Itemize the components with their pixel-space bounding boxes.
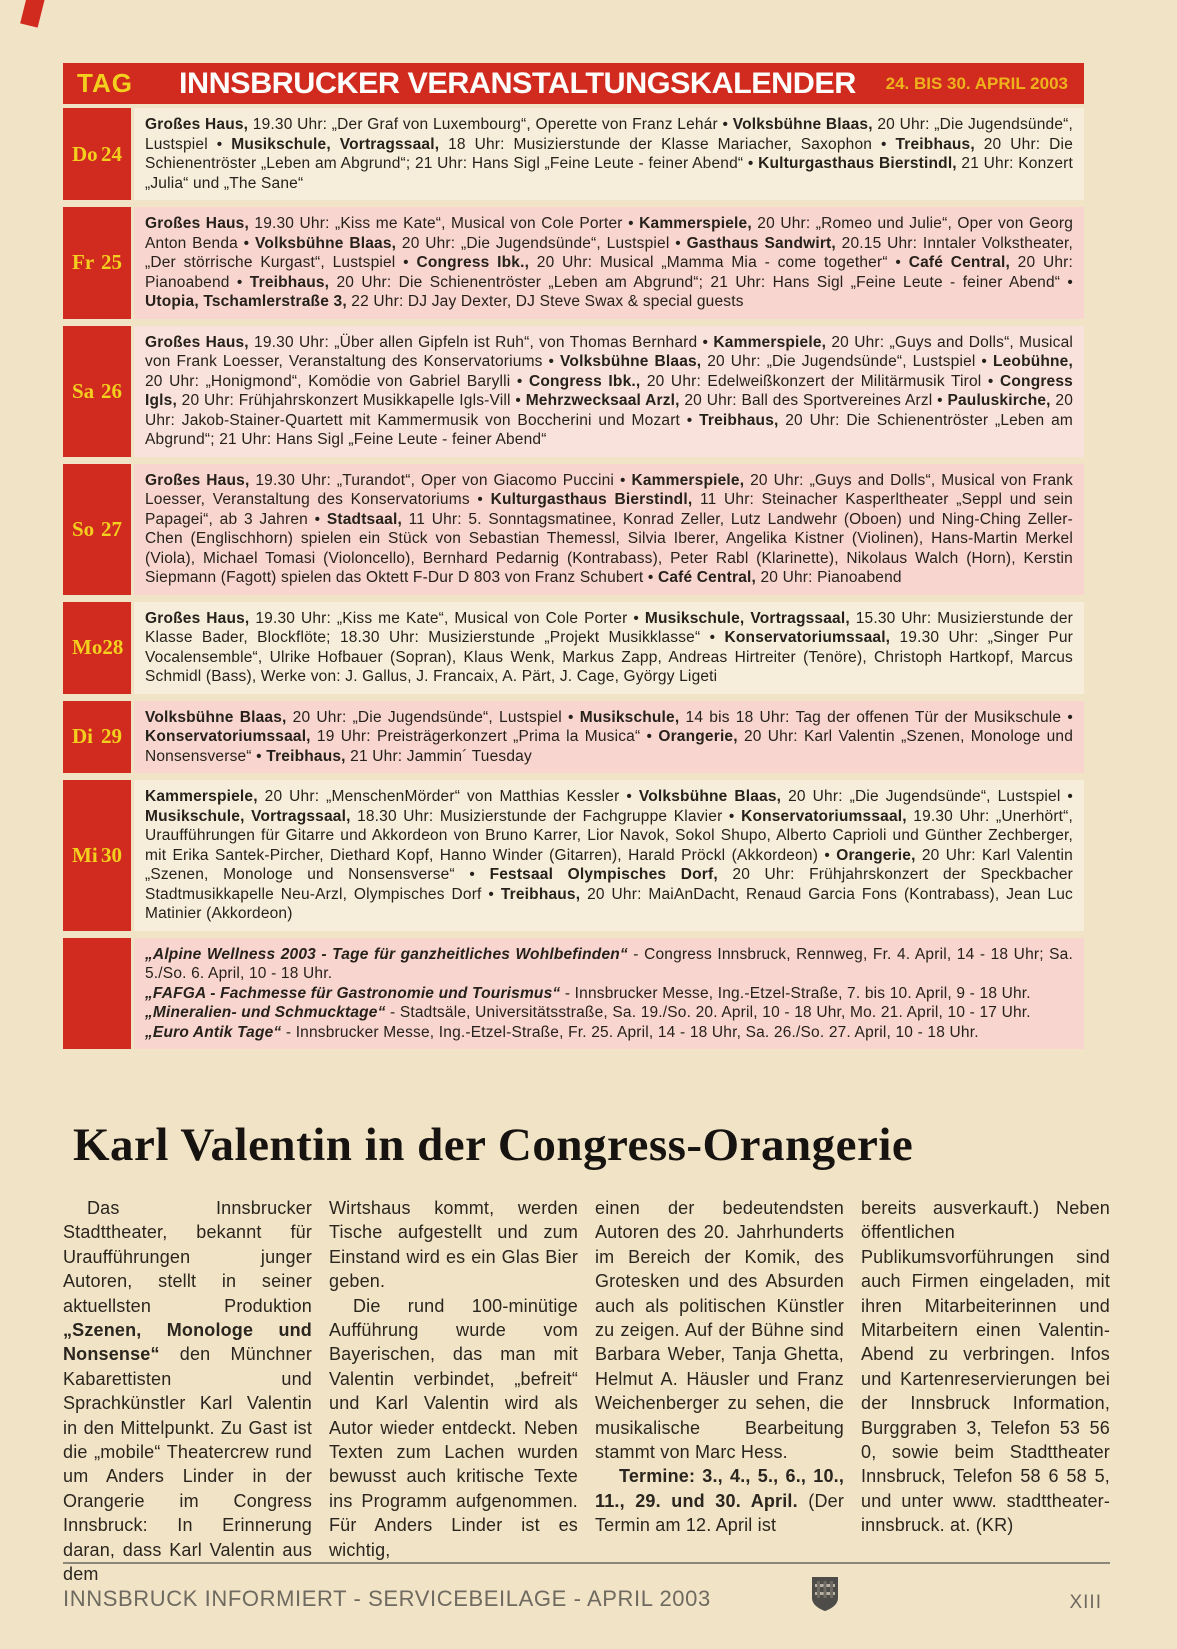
article-paragraph: Termine: 3., 4., 5., 6., 10., 11., 29. und 30. April. (Der Termin am 12. April ist: [595, 1466, 844, 1536]
article-bold-text: „Szenen, Monologe und Nonsense“: [63, 1320, 312, 1365]
venue-name: Treibhaus,: [699, 411, 779, 429]
day-cell: [63, 938, 131, 1050]
day-abbrev: Fr: [72, 250, 95, 275]
events-text: Großes Haus, 19.30 Uhr: „Turandot“, Oper von Giacomo Puccini • Kammerspiele, 20 Uhr: „Guys and Dolls“, Musical von Frank Loesser, Veranstaltung des Konservatoriums • Kulturgasthaus Bierstindl, 11 Uhr: Steinacher Kasperltheater „Seppl und sein Papagei“, ab 3 Jahren • Stadtsaal, 11 Uhr: 5. Sonntagsmatinee, Konrad Zeller, Lutz Landwehr (Oboen) und Ning-Ching Zeller-Chen (Englischhorn) spielen ein Stück von Sebastian Themessl, Silvia Iberer, Angelika Kistner (Violinen), Hans-Martin Merkel (Viola), Michael Tomasi (Violoncello), Bernhard Pedarnig (Kontrabass), Peter Rabl (Klarinette), Nikolaus Walch (Horn), Kerstin Siepmann (Fagott) spielen das Oktett F-Dur D 803 von Franz Schubert • Café Central, 20 Uhr: Pianoabend: [145, 471, 1073, 586]
calendar-row-sa-26: [63, 326, 1084, 457]
calendar-date-range: 24. BIS 30. APRIL 2003: [885, 73, 1068, 93]
venue-name: Stadtsaal,: [326, 510, 402, 528]
venue-name: Kammerspiele,: [145, 788, 258, 805]
page-footer: [63, 1562, 1110, 1612]
day-cell: [63, 326, 131, 457]
day-label: [72, 250, 122, 275]
row-events: [134, 464, 1084, 595]
day-cell: [63, 464, 131, 595]
row-events: [134, 701, 1084, 774]
venue-name: Musikschule, Vortragssaal,: [145, 807, 351, 825]
valentin-article: [63, 1118, 1110, 1587]
article-paragraph: Die rund 100-minütige Aufführung wurde vom Bayerischen, das man mit Valentin verbindet, „befreit“ und Karl Valentin wird als Autor wieder entdeckt. Neben Texten zum Lachen wurden bewusst auch kritische Texte ins Programm aufgenommen. Für Anders Linder ist es wichtig,: [329, 1295, 578, 1560]
venue-name: Großes Haus,: [145, 116, 249, 133]
fair-title: „Euro Antik Tage“: [145, 1023, 282, 1041]
events-text: Volksbühne Blaas, 20 Uhr: „Die Jugendsünde“, Lustspiel • Musikschule, 14 bis 18 Uhr: Tag der offenen Tür der Musikschule • Konservatoriumssaal, 19 Uhr: Preisträgerkonzert „Prima la Musica“ • Orangerie, 20 Uhr: Karl Valentin „Szenen, Monologe und Nonsensverse“ • Treibhaus, 21 Uhr: Jammin´ Tuesday: [145, 708, 1074, 765]
venue-name: Kammerspiele,: [639, 215, 752, 232]
venue-name: Großes Haus,: [145, 609, 250, 627]
day-number: 24: [101, 141, 122, 166]
venue-name: Großes Haus,: [145, 471, 250, 489]
venue-name: Congress Ibk.,: [416, 254, 530, 271]
article-bold-text: Termine: 3., 4., 5., 6., 10., 11., 29. und 30. April.: [595, 1466, 844, 1511]
calendar-row-so-27: [63, 464, 1084, 595]
events-text: Großes Haus, 19.30 Uhr: „Kiss me Kate“, Musical von Cole Porter • Kammerspiele, 20 Uhr: „Romeo und Julie“, Oper von Georg Anton Benda • Volksbühne Blaas, 20 Uhr: „Die Jugendsünde“, Lustspiel • Gasthaus Sandwirt, 20.15 Uhr: Inntaler Volkstheater, „Der störrische Kurgast“, Lustspiel • Congress Ibk., 20 Uhr: Musical „Mamma Mia - come together“ • Café Central, 20 Uhr: Pianoabend • Treibhaus, 20 Uhr: Die Schienentröster „Leben am Abgrund“; 21 Uhr: Hans Sigl „Feine Leute - feiner Abend“ • Utopia, Tschamlerstraße 3, 22 Uhr: DJ Jay Dexter, DJ Steve Swax & special guests: [145, 215, 1073, 310]
venue-name: Pauluskirche,: [947, 392, 1051, 409]
venue-name: Kammerspiele,: [631, 471, 745, 489]
venue-name: Congress Igls,: [145, 372, 1073, 409]
venue-name: Konservatoriumssaal,: [741, 807, 907, 825]
venue-name: Musikschule, Vortragssaal,: [231, 135, 440, 153]
venue-name: Konservatoriumssaal,: [145, 728, 311, 745]
calendar-row-fr-25: [63, 207, 1084, 319]
article-headline: Karl Valentin in der Congress-Orangerie: [73, 1119, 914, 1171]
fair-title: „Mineralien- und Schmucktage“: [145, 1004, 386, 1021]
day-number: 28: [102, 635, 124, 659]
fair-entry: „Alpine Wellness 2003 - Tage für ganzheitliches Wohlbefinden“ - Congress Innsbruck, Rennweg, Fr. 4. April, 14 - 18 Uhr; Sa. 5./So. 6. April, 10 - 18 Uhr.: [145, 945, 1073, 982]
calendar-row-do-24: [63, 108, 1084, 200]
article-paragraph: Wirtshaus kommt, werden Tische aufgestellt und zum Einstand wird es ein Glas Bier geben.: [329, 1198, 578, 1292]
venue-name: Orangerie,: [836, 846, 916, 864]
venue-name: Musikschule,: [579, 708, 680, 726]
venue-name: Gasthaus Sandwirt,: [686, 234, 836, 252]
fair-title: „FAFGA - Fachmesse für Gastronomie und Tourismus“: [145, 984, 561, 1002]
events-text: Großes Haus, 19.30 Uhr: „Der Graf von Luxembourg“, Operette von Franz Lehár • Volksbühne Blaas, 20 Uhr: „Die Jugendsünde“, Lustspiel • Musikschule, Vortragssaal, 18 Uhr: Musizierstunde der Klasse Mariacher, Saxophon • Treibhaus, 20 Uhr: Die Schienentröster „Leben am Abgrund“; 21 Uhr: Hans Sigl „Feine Leute - feiner Abend“ • Kulturgasthaus Bierstindl, 21 Uhr: Konzert „Julia“ und „The Sane“: [145, 116, 1073, 192]
fair-title: „Alpine Wellness 2003 - Tage für ganzheitliches Wohlbefinden“: [145, 945, 628, 963]
article-paragraph: einen der bedeutendsten Autoren des 20. Jahrhunderts im Bereich der Komik, des Grotesken und des Absurden auch als politischen Künstler zu zeigen. Auf der Bühne sind Barbara Weber, Tanja Ghetta, Helmut A. Häusler und Franz Weichenberger zu sehen, die musikalische Bearbeitung stammt von Marc Hess.: [595, 1198, 844, 1463]
day-cell: [63, 602, 131, 694]
day-number: 25: [101, 250, 122, 275]
venue-name: Konservatoriumssaal,: [724, 629, 891, 646]
events-text: Großes Haus, 19.30 Uhr: „Über allen Gipfeln ist Ruh“, von Thomas Bernhard • Kammerspiele, 20 Uhr: „Guys and Dolls“, Musical von Frank Loesser, Veranstaltung des Konservatoriums • Volksbühne Blaas, 20 Uhr: „Die Jugendsünde“, Lustspiel • Leobühne, 20 Uhr: „Honigmond“, Komödie von Gabriel Barylli • Congress Ibk., 20 Uhr: Edelweißkonzert der Militärmusik Tirol • Congress Igls, 20 Uhr: Frühjahrskonzert Musikkapelle Igls-Vill • Mehrzwecksaal Arzl, 20 Uhr: Ball des Sportvereines Arzl • Pauluskirche, 20 Uhr: Jakob-Stainer-Quartett mit Kammermusik von Boccherini und Mozart • Treibhaus, 20 Uhr: Die Schienentröster „Leben am Abgrund“; 21 Uhr: Hans Sigl „Feine Leute - feiner Abend“: [145, 333, 1074, 448]
day-abbrev: So: [72, 516, 95, 541]
venue-name: Festsaal Olympisches Dorf,: [489, 866, 718, 883]
day-abbrev: Do: [72, 141, 98, 166]
day-number: 27: [101, 516, 122, 541]
venue-name: Leobühne,: [992, 353, 1073, 370]
day-label: [72, 379, 122, 404]
article-column-4: [861, 1196, 1110, 1587]
day-number: 30: [101, 842, 122, 867]
venue-name: Congress Ibk.,: [528, 372, 641, 390]
venue-name: Volksbühne Blaas,: [145, 708, 287, 726]
venue-name: Musikschule, Vortragssaal,: [644, 609, 850, 627]
tag-column-header: TAG: [77, 68, 133, 98]
row-events: [134, 938, 1084, 1050]
venue-name: Treibhaus,: [500, 885, 581, 903]
day-cell: [63, 207, 131, 319]
calendar-row-mi-30: [63, 780, 1084, 931]
venue-name: Kulturgasthaus Bierstindl,: [758, 155, 957, 172]
venue-name: Großes Haus,: [145, 333, 249, 351]
row-events: [134, 207, 1084, 319]
calendar-row-di-29: [63, 701, 1084, 774]
article-paragraph: bereits ausverkauft.) Neben öffentlichen Publikumsvorführungen sind auch Firmen eingeladen, mit ihren Mitarbeiterinnen und Mitarbeitern einen Valentin-Abend zu verbringen. Infos und Kartenreservierungen bei der Innsbruck Information, Burggraben 3, Telefon 53 56 0, sowie beim Stadttheater Innsbruck, Telefon 58 6 58 5, und unter www. stadttheater-innsbruck. at. (KR): [861, 1198, 1110, 1536]
day-label: [72, 142, 122, 167]
calendar-row-mo-28: [63, 602, 1084, 694]
day-cell: [63, 701, 131, 774]
venue-name: Café Central,: [657, 569, 756, 586]
venue-name: Volksbühne Blaas,: [255, 234, 397, 252]
day-abbrev: Di: [72, 724, 93, 749]
article-paragraph: Das Innsbrucker Stadttheater, bekannt für Uraufführungen junger Autoren, stellt in seiner aktuellsten Produktion „Szenen, Monologe und Nonsense“ den Münchner Kabarettisten und Sprachkünstler Karl Valentin in den Mittelpunkt. Zu Gast ist die „mobile“ Theatercrew rund um Anders Linder in der Orangerie im Congress Innsbruck: In Erinnerung daran, dass Karl Valentin aus dem: [63, 1198, 312, 1585]
venue-name: Treibhaus,: [249, 273, 330, 291]
events-text: Kammerspiele, 20 Uhr: „MenschenMörder“ von Matthias Kessler • Volksbühne Blaas, 20 Uhr: „Die Jugendsünde“, Lustspiel • Musikschule, Vortragssaal, 18.30 Uhr: Musizierstunde der Fachgruppe Klavier • Konservatoriumssaal, 19.30 Uhr: „Unerhört“, Uraufführungen für Gitarre und Akkordeon von Bruno Karrer, Lior Navok, Sokol Shupo, Alberto Caprioli und Günther Zechberger, mit Erika Santek-Pircher, Diethard Kopf, Hanno Winder (Gitarren), Harald Pröckl (Akkordeon) • Orangerie, 20 Uhr: Karl Valentin „Szenen, Monologe und Nonsensverse“ • Festsaal Olympisches Dorf, 20 Uhr: Frühjahrskonzert der Speckbacher Stadtmusikkapelle Neu-Arzl, Olympisches Dorf • Treibhaus, 20 Uhr: MaiAnDacht, Renaud Garcia Fons (Kontrabass), Jean Luc Matinier (Akkordeon): [145, 788, 1073, 922]
row-events: [134, 780, 1084, 931]
venue-name: Großes Haus,: [145, 215, 249, 232]
day-label: [72, 517, 122, 542]
fair-entry: „FAFGA - Fachmesse für Gastronomie und Tourismus“ - Innsbrucker Messe, Ing.-Etzel-Straße, 7. bis 10. April, 9 - 18 Uhr.: [145, 984, 1031, 1002]
events-calendar: [63, 63, 1084, 1056]
article-column-3: [595, 1196, 844, 1587]
fair-entry: „Mineralien- und Schmucktage“ - Stadtsäle, Universitätsstraße, Sa. 19./So. 20. April, 10 - 18 Uhr, Mo. 21. April, 10 - 17 Uhr.: [145, 1004, 1031, 1021]
day-label: [72, 843, 122, 868]
events-text: Großes Haus, 19.30 Uhr: „Kiss me Kate“, Musical von Cole Porter • Musikschule, Vortragssaal, 15.30 Uhr: Musizierstunde der Klasse Bader, Blockflöte; 18.30 Uhr: Musizierstunde „Projekt Musikklasse“ • Konservatoriumssaal, 19.30 Uhr: „Singer Pur Vocalensemble“, Ulrike Hofbauer (Sopran), Klaus Wenk, Markus Zapp, Andreas Hirtreiter (Tenöre), Christoph Hartkopf, Marcus Schmidl (Bass), Werke von: J. Gallus, J. Francaix, A. Pärt, J. Cage, György Ligeti: [145, 609, 1074, 685]
fair-entry: „Euro Antik Tage“ - Innsbrucker Messe, Ing.-Etzel-Straße, Fr. 25. April, 14 - 18 Uhr, Sa. 26./So. 27. April, 10 - 18 Uhr.: [145, 1023, 979, 1041]
venue-name: Café Central,: [908, 254, 1010, 271]
row-events: [134, 108, 1084, 200]
calendar-header: [63, 63, 1084, 104]
article-column-1: [63, 1196, 312, 1587]
row-events: [134, 326, 1084, 457]
article-columns: [63, 1196, 1110, 1587]
venue-name: Kammerspiele,: [713, 333, 827, 351]
page-number: XIII: [1069, 1592, 1102, 1613]
innsbruck-crest-icon: [811, 1576, 839, 1617]
scan-corner-mark: [20, 0, 46, 28]
day-abbrev: Mi: [72, 842, 98, 867]
calendar-title: INNSBRUCKER VERANSTALTUNGSKALENDER: [178, 66, 856, 100]
calendar-row-fairs: [63, 938, 1084, 1050]
venue-name: Treibhaus,: [895, 135, 975, 153]
footer-publication-label: INNSBRUCK INFORMIERT - SERVICEBEILAGE - APRIL 2003: [63, 1586, 711, 1611]
venue-name: Mehrzwecksaal Arzl,: [525, 392, 680, 409]
venue-name: Utopia, Tschamlerstraße 3,: [145, 293, 347, 310]
venue-name: Orangerie,: [658, 728, 738, 745]
venue-name: Volksbühne Blaas,: [732, 116, 873, 133]
venue-name: Kulturgasthaus Bierstindl,: [490, 491, 693, 508]
day-cell: [63, 108, 131, 200]
venue-name: Volksbühne Blaas,: [638, 788, 782, 805]
day-number: 29: [101, 724, 122, 749]
article-column-2: [329, 1196, 578, 1587]
day-label: [72, 635, 122, 660]
day-abbrev: Sa: [72, 378, 95, 403]
calendar-rows: [63, 108, 1084, 1049]
day-abbrev: Mo: [72, 635, 103, 659]
row-events: [134, 602, 1084, 694]
venue-name: Volksbühne Blaas,: [560, 353, 702, 370]
day-cell: [63, 780, 131, 931]
day-number: 26: [101, 378, 122, 403]
day-label: [72, 724, 122, 749]
venue-name: Treibhaus,: [266, 747, 346, 765]
